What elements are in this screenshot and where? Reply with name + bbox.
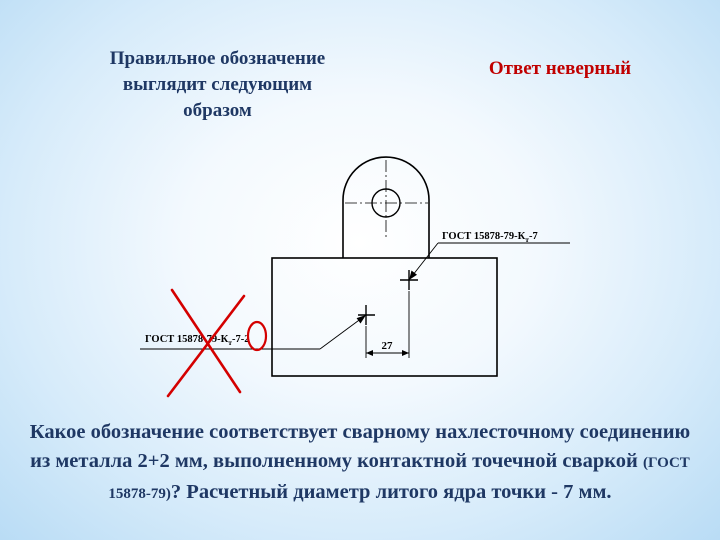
dimension-arrow-right (402, 350, 409, 356)
left-leader-arrow (357, 315, 366, 324)
highlight-circle (248, 322, 266, 350)
question-text (20, 418, 700, 509)
right-weld-label: ГОСТ $15878-79-К_т-7$ (442, 231, 538, 244)
base-plate (272, 258, 497, 376)
question-part-2: ? Расчетный диаметр литого ядра точки - 7 мм. (170, 481, 612, 503)
left-weld-label: ГОСТ $15878-79-К_т-7-2$ (145, 334, 250, 347)
dimension-arrow-left (366, 350, 373, 356)
question-gost-reference: (ГОСТ 15878-79) (108, 455, 690, 502)
hint-line-2: выглядит следующим (122, 74, 313, 95)
hint-line-3: образом (183, 100, 252, 121)
answer-incorrect-message: Ответ неверный (488, 58, 632, 79)
dimension-value: 27 (381, 340, 393, 352)
hint-line-1: Правильное обозначение (109, 48, 326, 69)
question-part-1: Какое обозначение соответствует сварному нахлесточному соединению из металла 2+2 мм, выполненному контактной точечной сваркой (29, 421, 691, 472)
